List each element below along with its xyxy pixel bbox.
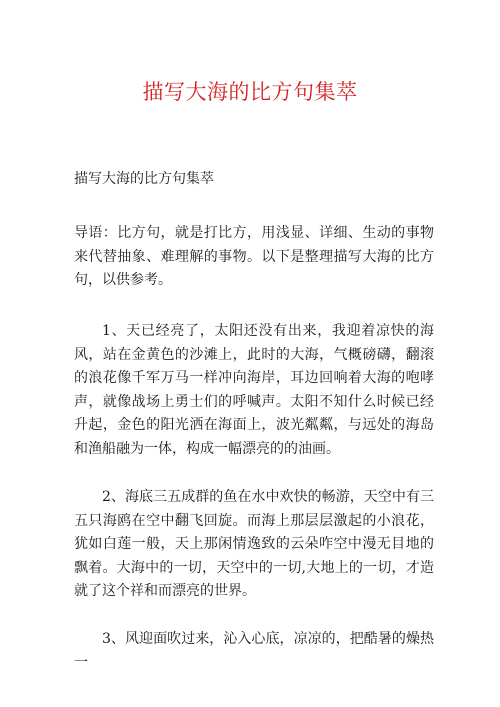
- document-title: 描写大海的比方句集萃: [142, 80, 358, 104]
- paragraph-1: 1、天已经亮了，太阳还没有出来，我迎着凉快的海风，站在金黄色的沙滩上，此时的大海，气概磅礴，翻滚的浪花像千军万马一样冲向海岸，耳边回响着大海的咆哮声，就像战场上勇士们的呼喊声。太阳不知什么时候已经升起，金色的阳光洒在海面上，波光粼粼，与远处的海岛和渔船融为一体，构成一幅漂亮的的油画。: [74, 323, 434, 457]
- intro-paragraph: 导语：比方句，就是打比方，用浅显、详细、生动的事物来代替抽象、难理解的事物。以下是整理描写大海的比方句，以供参考。: [74, 225, 434, 288]
- paragraph-2: 2、海底三五成群的鱼在水中欢快的畅游，天空中有三五只海鸥在空中翻飞回旋。而海上那层层激起的小浪花，犹如白莲一般，天上那闲情逸致的云朵咋空中漫无目地的飘着。大海中的一切，天空中的一切,大地上的一切，才造就了这个祥和而漂亮的世界。: [74, 489, 434, 599]
- paragraph-3: 3、风迎面吹过来，沁入心底，凉凉的，把酷暑的燥热一: [74, 631, 434, 671]
- document-subtitle: 描写大海的比方句集萃: [74, 171, 214, 187]
